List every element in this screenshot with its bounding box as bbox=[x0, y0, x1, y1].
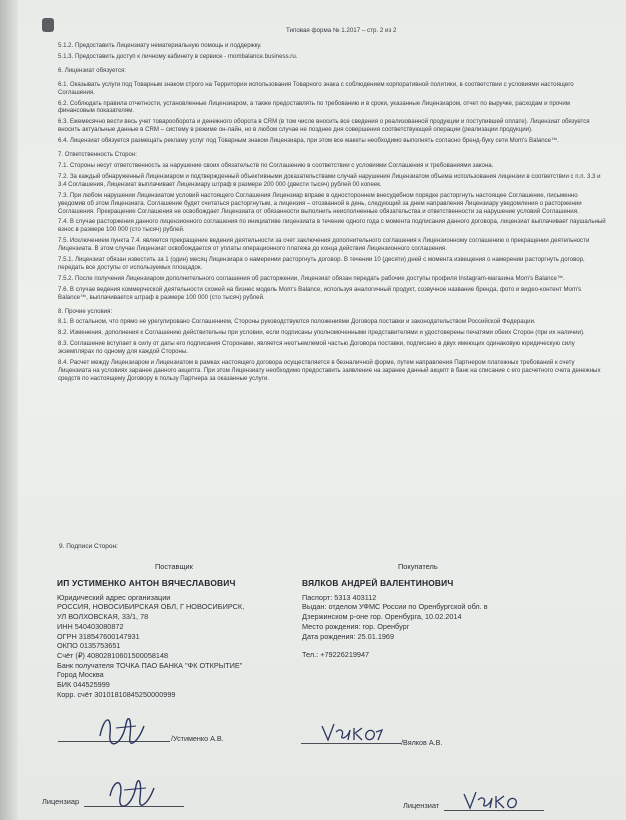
supplier-line: Город Москва bbox=[57, 670, 104, 680]
clause-6-4: 6.4. Лицензиат обязуется размещать рекламу услуг под Товарным знаком Лицензиара, при этом все макеты необходимо выполнять согласно бренд-буку сети Mom's Balance™. bbox=[58, 137, 559, 145]
section-8-heading: 8. Прочие условия: bbox=[58, 307, 113, 315]
supplier-line: ОГРН 318547600147931 bbox=[57, 631, 140, 641]
buyer-line-blank bbox=[302, 641, 488, 650]
section-7-heading: 7. Ответственность Сторон: bbox=[58, 151, 137, 159]
clause-7-4: 7.4. В случае расторжения данного лицензионного соглашения по инициативе лицензиата в течение одного года с момента подписания данного договора, лицензиат выплачивает паушальный взнос в размере 100 000 (сто тысяч) рублей. bbox=[58, 218, 606, 234]
corner-mark bbox=[42, 18, 54, 32]
licensor-label: Лицензиар bbox=[42, 797, 80, 806]
clause-5-1-2: 5.1.2. Предоставить Лицензиату нематериальную помощь и поддержку. bbox=[58, 42, 262, 49]
supplier-details bbox=[57, 579, 244, 699]
supplier-line: ИНН 540403080872 bbox=[57, 621, 124, 631]
buyer-name: ВЯЛКОВ АНДРЕЙ ВАЛЕНТИНОВИЧ bbox=[302, 578, 454, 588]
section-6-heading: 6. Лицензиат обязуется: bbox=[58, 66, 126, 74]
buyer-line: Паспорт: 5313 403112 bbox=[302, 592, 377, 602]
licensee-label: Лицензиат bbox=[403, 801, 440, 810]
clause-6-1: 6.1. Оказывать услуги под Товарным знаком строго на Территории использования Товарного знака с соблюдением корпоративной политики, в соответствии с условиями настоящего Соглашения. bbox=[58, 80, 574, 96]
buyer-signature bbox=[318, 718, 388, 746]
buyer-role: Покупатель bbox=[398, 562, 438, 571]
licensor-signature bbox=[104, 770, 160, 816]
agreement-body bbox=[58, 42, 606, 386]
supplier-line: БИК 044525999 bbox=[57, 680, 110, 690]
supplier-signature-caption: /Устименко А.В. bbox=[171, 734, 224, 743]
clause-5-1-3: 5.1.3. Предоставить доступ к личному кабинету в сервисе - mombalance.business.ru. bbox=[58, 52, 298, 60]
supplier-line: Банк получателя ТОЧКА ПАО БАНКА "ФК ОТКРЫТИЕ" bbox=[57, 660, 243, 670]
page-shadow bbox=[0, 0, 18, 820]
signatures-heading: 9. Подписи Сторон: bbox=[59, 543, 118, 550]
clause-8-1: 8.1. В остальном, что прямо не урегулировано Соглашением, Стороны руководствуются положениями Договора поставки и законодательством Российской Федерации. bbox=[58, 318, 536, 326]
buyer-signature-caption: /Вялков А.В. bbox=[401, 738, 443, 747]
clause-7-5-1: 7.5.1. Лицензиат обязан известить за 1 (один) месяц Лицензиара о намерении расторгнуть договор. В течении 10 (десяти) дней с момента извещения о намерении расторгнуть договор, передать все доступы от используемых площадок. bbox=[58, 256, 585, 271]
clause-7-5-2: 7.5.2. После получения Лицензиаром дополнительного соглашения об расторжении, Лицензиат обязан передать рабочие доступы профиля Instagram-магазина Mom's Balance™. bbox=[58, 274, 565, 282]
clause-7-6: 7.6. В случае ведения коммерческой деятельности схожей на бизнес модель Mom's Balance, используя аналогичный продукт, созвучное название бренда, фото и видео-контент Mom's Balance™, выплачивается штраф в размере 100 000 (сто тысяч) рублей. bbox=[58, 285, 582, 301]
licensee-signature bbox=[460, 788, 524, 812]
clause-6-3: 6.3. Ежемесячно вести весь учет товарооборота и денежного оборота в CRM (в том числе вносить все сведения о реализованной продукции и поступившей оплате). Лицензиат обязуется вносить актуальные данные в CRM – систему в режиме он-лайн, но в любом случае не позднее дня совершения соответствующей операции (реализации продукции). bbox=[58, 118, 590, 134]
supplier-signature bbox=[92, 706, 152, 756]
clause-7-5: 7.5. Исключением пункта 7.4. является прекращение ведения деятельности за счет заключения дополнительного соглашения к Лицензионному соглашению о прекращении деятельности Лицензиата. В этом случае Лицензиат освобождается от уплаты операционного платежа до конца действия Лицензионного соглашения. bbox=[58, 237, 590, 253]
clause-8-4: 8.4. Расчет между Лицензиаром и Лицензиатом в рамках настоящего договора осуществляется в безналичной форме, путем направления Партнером платежных требований к счету Лицензиата на условиях заранее данного акцепта. При этом Лицензиату необходимо предоставить заявление на заранее данный акцепт в банк на списание с его расчетного счета денежных средств по настоящему Договору в пользу Партнера за оказанные услуги. bbox=[58, 359, 601, 382]
supplier-line: Корр. счёт 30101810845250000999 bbox=[57, 689, 176, 699]
buyer-line: Дзержинском р-оне гор. Оренбурга, 10.02.2014 bbox=[302, 612, 462, 622]
supplier-line: Юридический адрес организации bbox=[57, 592, 171, 602]
clause-7-3: 7.3. При любом нарушении Лицензиатом условий настоящего Соглашения Лицензиар вправе в одностороннем внесудебном порядке расторгнуть настоящее Соглашение, письменно уведомив об этом Лицензиата. Соглашение будет считаться расторгнутым, а лицензия – отозванной в день, следующий за днем направления Лицензиару уведомления о расторжении Соглашения. Прекращение Соглашения не освобождает Лицензиата от обязанности выполнить неисполненные обязательства и ответственности за нарушение условий Соглашения. bbox=[58, 191, 582, 215]
supplier-line: УЛ ВОЛХОВСКАЯ, 33/1, 78 bbox=[57, 612, 149, 622]
clause-6-2: 6.2. Соблюдать правила отчетности, установленные Лицензиаром, а также предоставлять по требованию и в сроки, указанные Лицензиаром, отчет по выручке, расходам и прочим финансовым показателям. bbox=[58, 99, 570, 115]
buyer-line: Дата рождения: 25.01.1969 bbox=[302, 631, 395, 641]
buyer-line: Место рождения: гор. Оренбург bbox=[302, 621, 410, 631]
supplier-line: ОКПО 0135753651 bbox=[57, 641, 121, 651]
clause-7-2: 7.2. За каждый обнаруженный Лицензиаром и подтвержденный объективными доказательствами случай нарушения Лицензиатом объема использования лицензии в соответствии с п.п. 3.3 и 3.4 Соглашения, Лицензиат выплачивает Лицензиару штраф в размере 200 000 (двести тысяч) рублей 00 копеек. bbox=[58, 172, 601, 188]
supplier-line: РОССИЯ, НОВОСИБИРСКАЯ ОБЛ, Г НОВОСИБИРСК, bbox=[57, 602, 245, 612]
buyer-phone: Тел.: +79226219947 bbox=[302, 650, 370, 660]
supplier-line: Счёт (₽) 40802810601500058148 bbox=[57, 650, 169, 660]
buyer-line: Выдан: отделом УФМС России по Оренбургской обл. в bbox=[302, 602, 488, 612]
supplier-name: ИП УСТИМЕНКО АНТОН ВЯЧЕСЛАВОВИЧ bbox=[57, 578, 236, 588]
clause-8-3: 8.3. Соглашение вступает в силу от даты его подписания Сторонами, является неотъемлемой частью Договора поставки, подписано в двух имеющих одинаковую юридическую силу экземплярах по одному для каждой Стороны. bbox=[58, 340, 575, 356]
clause-7-1: 7.1. Стороны несут ответственность за нарушение своих обязательств по Соглашению в соответствии с условиями Соглашения и требованиями закона. bbox=[58, 161, 494, 169]
supplier-role: Поставщик bbox=[155, 562, 193, 571]
buyer-details bbox=[302, 579, 488, 660]
clause-8-2: 8.2. Изменения, дополнения к Соглашению действительны при условии, если подписаны уполномоченными представителями и удостоверены печатями обеих Сторон (при их наличии). bbox=[58, 329, 585, 337]
page-header: Типовая форма № 1.2017 – стр. 2 из 2 bbox=[286, 27, 397, 34]
